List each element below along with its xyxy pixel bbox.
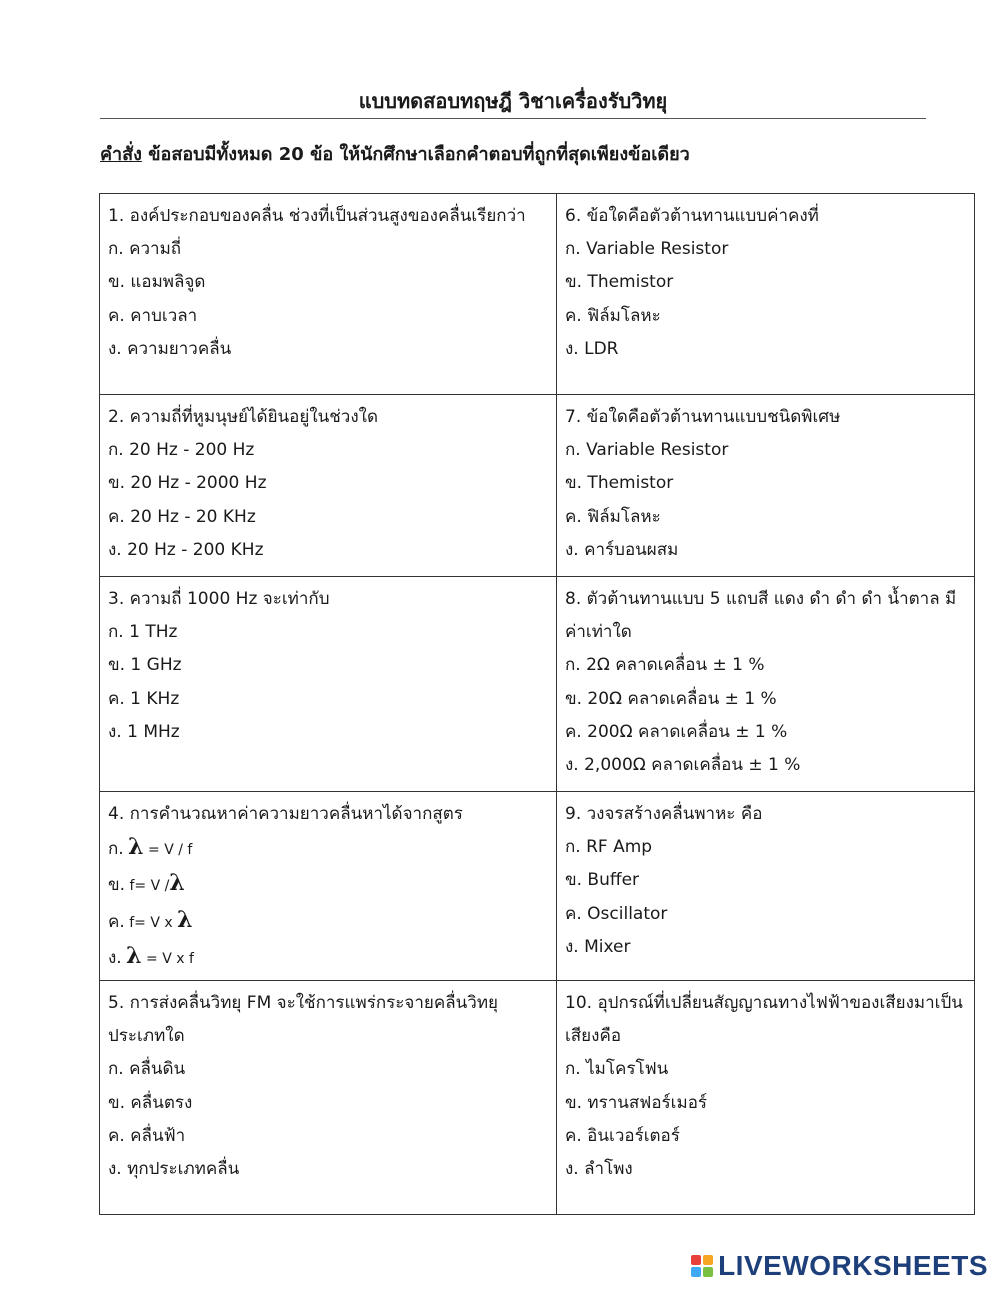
option-a[interactable]: ก. RF Amp xyxy=(565,837,653,858)
formula-part: = V x f xyxy=(141,950,194,967)
lambda-symbol: λ xyxy=(128,834,144,861)
option-d[interactable]: ง. ทุกประเภทคลื่น xyxy=(108,1159,240,1180)
option-d[interactable]: ง. ความยาวคลื่น xyxy=(108,338,232,359)
lambda-symbol: λ xyxy=(169,870,185,897)
option-d[interactable]: ง. LDR xyxy=(565,338,619,359)
option-a[interactable] xyxy=(108,831,548,867)
option-b[interactable]: ข. Buffer xyxy=(565,870,640,891)
brand-logo[interactable] xyxy=(691,1250,988,1282)
option-c[interactable]: ค. 1 KHz xyxy=(108,688,180,709)
instruction-text: ข้อสอบมีทั้งหมด 20 ข้อ ให้นักศึกษาเลือกคำตอบที่ถูกที่สุดเพียงข้อเดียว xyxy=(148,144,690,165)
option-d[interactable]: ง. 1 MHz xyxy=(108,721,180,742)
liveworksheets-logo-icon xyxy=(691,1255,713,1277)
option-c[interactable]: ค. คลื่นฟ้า xyxy=(108,1125,186,1146)
option-d[interactable]: ง. ลำโพง xyxy=(565,1159,633,1180)
option-c[interactable]: ค. 20 Hz - 20 KHz xyxy=(108,506,256,527)
question-row xyxy=(100,577,975,792)
brand-name: LIVEWORKSHEETS xyxy=(718,1250,988,1281)
option-b[interactable]: ข. 20 Hz - 2000 Hz xyxy=(108,473,267,494)
option-c[interactable]: ค. Oscillator xyxy=(565,903,668,924)
question-row xyxy=(100,194,975,395)
option-d[interactable]: ง. 2,000Ω คลาดเคลื่อน ± 1 % xyxy=(565,755,801,776)
question-10 xyxy=(557,981,975,1215)
question-5 xyxy=(100,981,557,1215)
question-text: 6. ข้อใดคือตัวต้านทานแบบค่าคงที่ xyxy=(565,206,819,226)
option-c[interactable]: ค. ฟิล์มโลหะ xyxy=(565,506,661,527)
question-3 xyxy=(100,577,557,792)
formula-part: f= V / xyxy=(125,878,170,895)
formula-part: = V / f xyxy=(143,842,193,859)
question-text: 7. ข้อใดคือตัวต้านทานแบบชนิดพิเศษ xyxy=(565,407,841,427)
question-text: 8. ตัวต้านทานแบบ 5 แถบสี แดง ดำ ดำ ดำ น้ำตาล มีค่าเท่าใด xyxy=(565,589,957,643)
option-d[interactable]: ง. Mixer xyxy=(565,936,631,957)
question-2 xyxy=(100,395,557,577)
question-7 xyxy=(557,395,975,577)
question-row xyxy=(100,395,975,577)
question-table xyxy=(99,193,975,1215)
option-c[interactable]: ค. ฟิล์มโลหะ xyxy=(565,305,661,326)
option-b[interactable]: ข. 20Ω คลาดเคลื่อน ± 1 % xyxy=(565,688,777,709)
option-d[interactable] xyxy=(108,940,548,976)
option-a[interactable]: ก. คลื่นดิน xyxy=(108,1059,186,1080)
option-c[interactable]: ค. 200Ω คลาดเคลื่อน ± 1 % xyxy=(565,721,788,742)
option-a[interactable]: ก. Variable Resistor xyxy=(565,440,729,461)
option-b[interactable]: ข. ทรานสฟอร์เมอร์ xyxy=(565,1092,708,1113)
question-row xyxy=(100,981,975,1215)
option-b[interactable]: ข. คลื่นตรง xyxy=(108,1092,193,1113)
option-c[interactable]: ค. คาบเวลา xyxy=(108,305,198,326)
question-row xyxy=(100,792,975,981)
logo-square-icon xyxy=(703,1255,713,1265)
option-prefix: ง. xyxy=(108,947,122,968)
option-b[interactable]: ข. Themistor xyxy=(565,473,674,494)
option-c[interactable]: ค. อินเวอร์เตอร์ xyxy=(565,1125,680,1146)
instruction-label: คำสั่ง xyxy=(100,144,142,165)
option-prefix: ค. xyxy=(108,911,125,932)
question-text: 2. ความถี่ที่หูมนุษย์ได้ยินอยู่ในช่วงใด xyxy=(108,407,378,427)
question-4 xyxy=(100,792,557,981)
option-a[interactable]: ก. ไมโครโฟน xyxy=(565,1059,669,1080)
option-a[interactable]: ก. 20 Hz - 200 Hz xyxy=(108,440,255,461)
lambda-symbol: λ xyxy=(177,906,193,933)
option-b[interactable]: ข. แอมพลิจูด xyxy=(108,272,206,293)
question-6 xyxy=(557,194,975,395)
logo-square-icon xyxy=(703,1267,713,1277)
logo-square-icon xyxy=(691,1267,701,1277)
page-title: แบบทดสอบทฤษฎี วิชาเครื่องรับวิทยุ xyxy=(100,84,926,119)
option-d[interactable]: ง. คาร์บอนผสม xyxy=(565,539,679,560)
option-a[interactable]: ก. 2Ω คลาดเคลื่อน ± 1 % xyxy=(565,655,765,676)
option-a[interactable]: ก. ความถี่ xyxy=(108,239,182,260)
option-prefix: ก. xyxy=(108,839,124,860)
option-b[interactable] xyxy=(108,867,548,903)
option-d[interactable]: ง. 20 Hz - 200 KHz xyxy=(108,539,264,560)
question-text: 5. การส่งคลื่นวิทยุ FM จะใช้การแพร่กระจายคลื่นวิทยุประเภทใด xyxy=(108,993,498,1047)
formula-part: f= V x xyxy=(124,914,178,931)
instruction xyxy=(100,141,690,169)
lambda-symbol: λ xyxy=(126,942,142,969)
logo-square-icon xyxy=(691,1255,701,1265)
question-text: 10. อุปกรณ์ที่เปลี่ยนสัญญาณทางไฟฟ้าของเสียงมาเป็นเสียงคือ xyxy=(565,993,963,1047)
question-1 xyxy=(100,194,557,395)
question-9 xyxy=(557,792,975,981)
question-8 xyxy=(557,577,975,792)
option-a[interactable]: ก. Variable Resistor xyxy=(565,239,729,260)
option-b[interactable]: ข. 1 GHz xyxy=(108,655,182,676)
question-text: 9. วงจรสร้างคลื่นพาหะ คือ xyxy=(565,804,763,824)
question-text: 1. องค์ประกอบของคลื่น ช่วงที่เป็นส่วนสูงของคลื่นเรียกว่า xyxy=(108,206,526,226)
option-b[interactable]: ข. Themistor xyxy=(565,272,674,293)
option-a[interactable]: ก. 1 THz xyxy=(108,622,178,643)
question-text: 4. การคำนวณหาค่าความยาวคลื่นหาได้จากสูตร xyxy=(108,804,463,824)
question-text: 3. ความถี่ 1000 Hz จะเท่ากับ xyxy=(108,589,330,609)
option-c[interactable] xyxy=(108,904,548,940)
option-prefix: ข. xyxy=(108,875,126,896)
